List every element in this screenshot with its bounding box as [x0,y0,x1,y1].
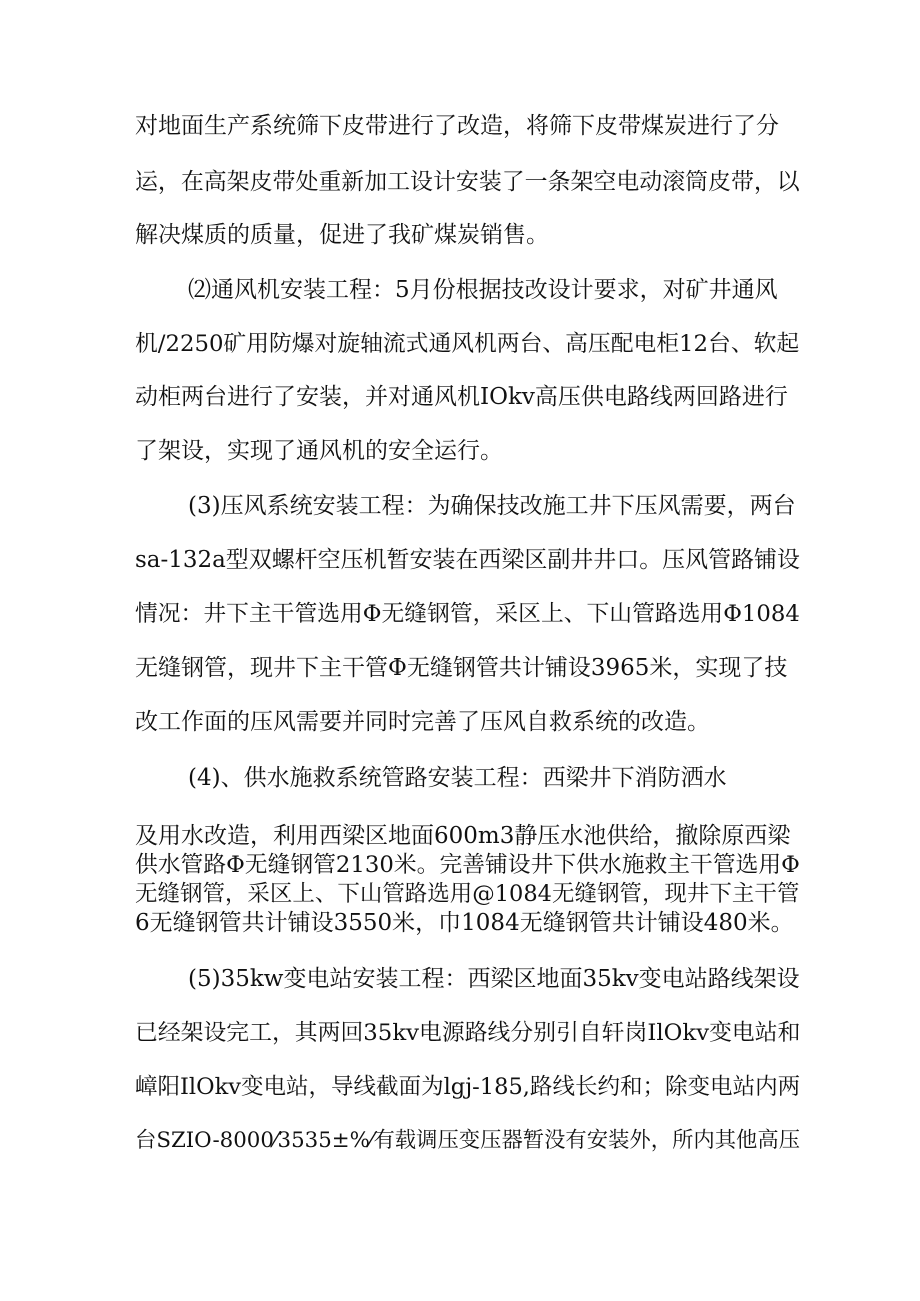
text-line: 无缝钢管，采区上、下山管路选用@1084无缝钢管，现井下主干管 [135,881,800,907]
text-line: 运，在高架皮带处重新加工设计安装了一条架空电动滚筒皮带，以 [135,169,800,195]
text-line: 6无缝钢管共计铺设3550米，巾1084无缝钢管共计铺设480米。 [135,910,794,936]
text-line: 情况：井下主干管选用Φ无缝钢管，采区上、下山管路选用Φ1084 [135,601,800,627]
text-line: (3)压风系统安装工程：为确保技改施工井下压风需要，两台 [188,493,796,519]
text-line: ⑵通风机安装工程：5月份根据技改设计要求，对矿井通风 [188,277,778,303]
text-line: 了架设，实现了通风机的安全运行。 [135,438,503,464]
text-line: (4)、供水施救系统管路安装工程：西梁井下消防洒水 [188,765,727,791]
text-line: 嶂阳IlOkv变电站，导线截面为lgj-185,路线长约和；除变电站内两 [135,1074,801,1100]
text-line: 台SZIO-8000⁄3535±%⁄有载调压变压器暂没有安装外，所内其他高压 [135,1128,801,1153]
text-line: 机/2250矿用防爆对旋轴流式通风机两台、高压配电柜12台、软起 [135,331,800,357]
text-line: (5)35kw变电站安装工程：西梁区地面35kv变电站路线架设 [188,966,800,992]
text-line: 供水管路Φ无缝钢管2130米。完善铺设井下供水施救主干管选用Φ [135,852,800,878]
text-line: 对地面生产系统筛下皮带进行了改造，将筛下皮带煤炭进行了分 [135,113,779,139]
text-line: 无缝钢管，现井下主干管Φ无缝钢管共计铺设3965米，实现了技 [135,655,788,681]
text-line: sa-132a型双螺杆空压机暂安装在西梁区副井井口。压风管路铺设 [135,547,800,573]
text-line: 已经架设完工，其两回35kv电源路线分别引自轩岗IlOkv变电站和 [135,1020,801,1046]
text-line: 改工作面的压风需要并同时完善了压风自救系统的改造。 [135,709,710,735]
text-line: 动柜两台进行了安装，并对通风机IOkv高压供电路线两回路进行 [135,384,788,410]
text-line: 解决煤质的质量，促进了我矿煤炭销售。 [135,222,549,248]
text-line: 及用水改造，利用西梁区地面600m3静压水池供给，撤除原西梁 [135,823,791,849]
